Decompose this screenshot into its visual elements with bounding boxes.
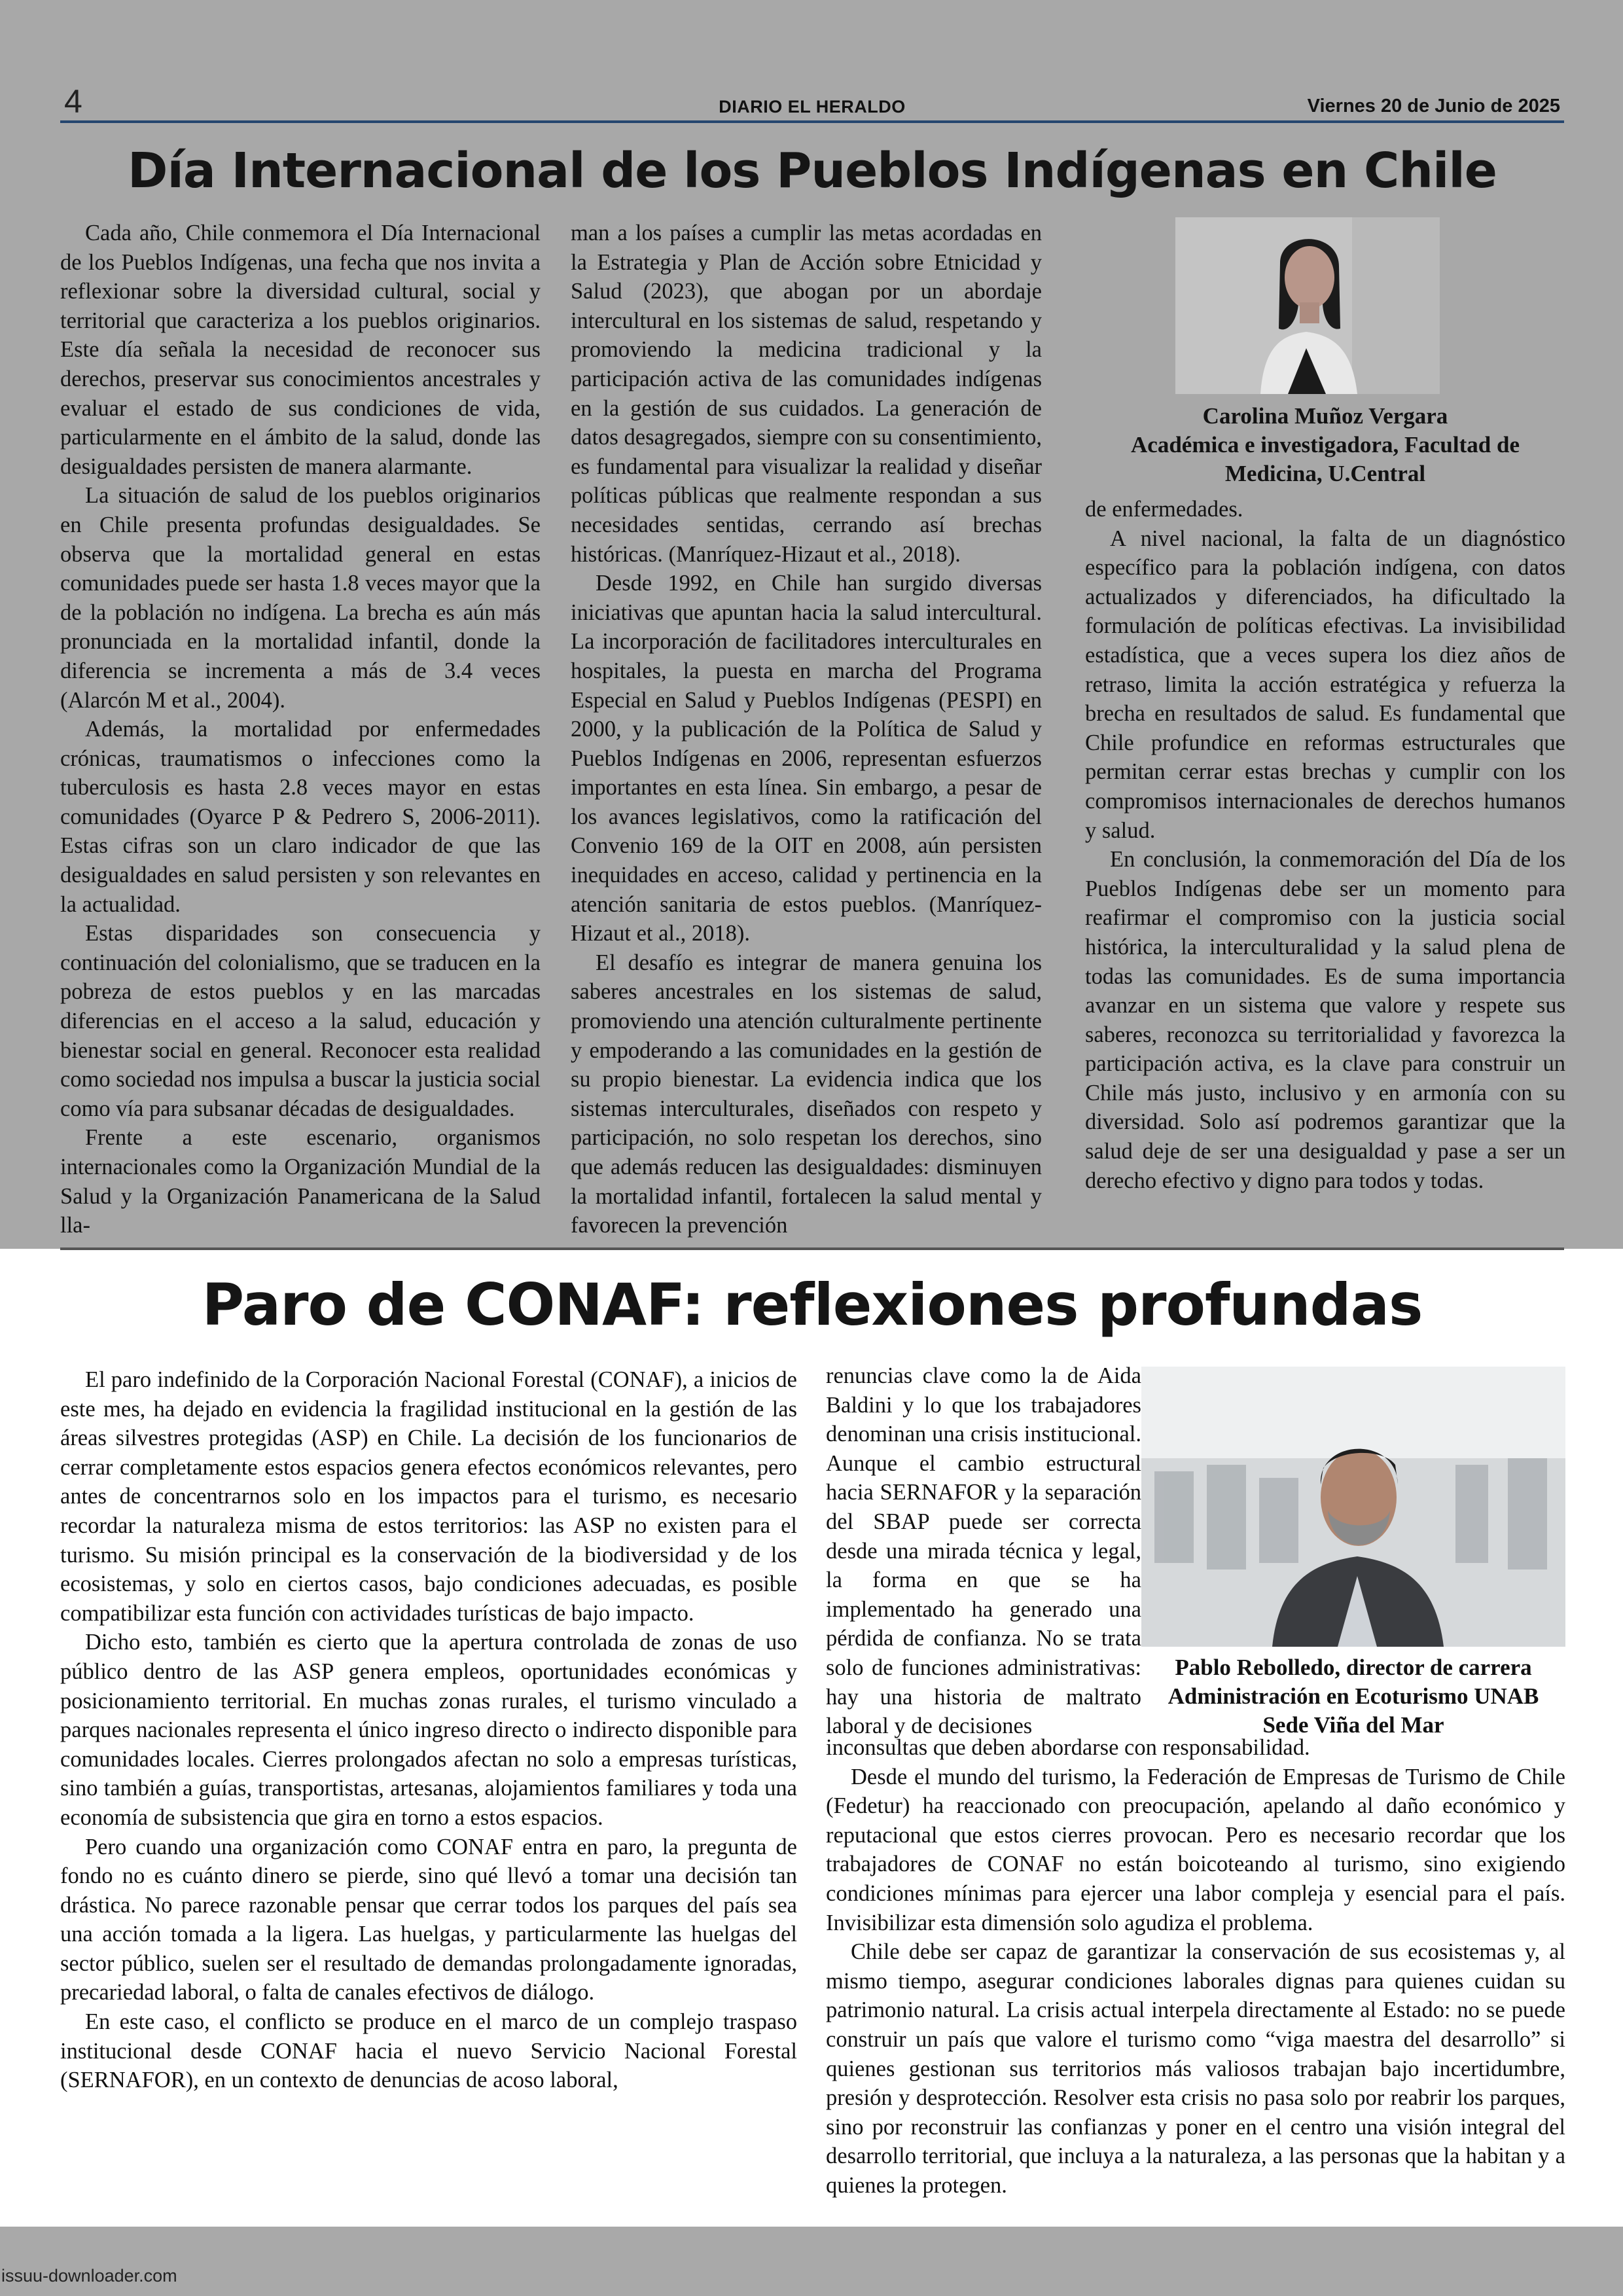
paragraph: renuncias clave como la de Aida Baldini y lo que los trabajadores denominan una crisis institucional. Aunque el cambio estructural hacia SERNAFOR y la separación del SBAP puede ser correcta desde una mirada técnica y legal, la forma en que se ha implementado ha generado una pérdida de confianza. No se trata solo de funciones administrativas: hay una historia de maltrato laboral y de decisiones [826,1363,1141,1739]
page-number: 4 [64,83,82,120]
source-watermark[interactable]: issuu-downloader.com [1,2266,177,2286]
article-1-title: Día Internacional de los Pueblos Indígenas en Chile [128,143,1497,199]
paragraph: Chile debe ser capaz de garantizar la conservación de sus ecosistemas y, al mismo tiempo, asegurar condiciones laborales dignas para quienes cuidan su patrimonio natural. La crisis actual interpela directamente al Estado: no se puede construir un país que valore el turismo como “viga maestra del desarrollo” si quienes gestionan sus territorios más valiosos trabajan bajo incertidumbre, presión y desprotección. Resolver esta crisis no pasa solo por reabrir los parques, sino por reconstruir las confianzas y poner en el centro una visión integral del desarrollo territorial, que incluya a la naturaleza, a las personas que la habitan y a quienes la protegen. [826,1939,1565,2198]
author-photo-carolina [1175,217,1440,394]
paragraph: Cada año, Chile conmemora el Día Internacional de los Pueblos Indígenas, una fecha que nos invita a reflexionar sobre la diversidad cultural, social y territorial que caracteriza a los pueblos originarios. Este día señala la necesidad de reconocer sus derechos, preservar sus conocimientos ancestrales y evaluar el estado de sus condiciones de vida, particularmente en el ámbito de la salud, donde las desigualdades persisten de manera alarmante. [60,221,541,479]
author-affiliation: Administración en Ecoturismo UNAB [1168,1683,1539,1709]
section-divider [60,1247,1564,1250]
author-name: Pablo Rebolledo, director de carrera [1175,1655,1532,1680]
footer-band [0,2227,1623,2296]
article-2-column-2 [826,1733,1565,2200]
article-2-column-1 [60,1365,797,2095]
article-2-column-2-wrap [826,1361,1141,1741]
author-affiliation: Académica e investigadora, Facultad de Medicina, U.Central [1131,432,1520,486]
page-header [60,82,1564,124]
article-2-author-caption [1141,1653,1565,1740]
paragraph: La situación de salud de los pueblos originarios en Chile presenta profundas desigualdades. Se observa que la mortalidad general en estas comunidades puede ser hasta 1.8 veces mayor que la de la población no indígena. La brecha es aún más pronunciada en la mortalidad infantil, donde la diferencia se incrementa a más de 3.4 veces (Alarcón M et al., 2004). [60,483,541,713]
paragraph: de enfermedades. [1085,497,1243,522]
paragraph: Pero cuando una organización como CONAF entra en paro, la pregunta de fondo no es cuánto dinero se pierde, sino qué llevó a tomar una decisión tan drástica. No parece razonable pensar que cerrar todos los parques del país sea una acción tomada a la ligera. Las huelgas, y particularmente las huelgas del sector público, suelen ser el resultado de demandas prolongadamente ignoradas, precariedad laboral, o falta de canales efectivos de diálogo. [60,1834,797,2005]
paragraph: En conclusión, la conmemoración del Día de los Pueblos Indígenas debe ser un momento para reafirmar el compromiso con la justicia social histórica, la interculturalidad y la salud plena de todas las comunidades. Es de suma importancia avanzar en un sistema que valore y respete sus saberes, reconozca su territorialidad y favorezca la participación activa, es la clave para construir un Chile más justo, inclusivo y en armonía con su diversidad. Solo así podremos garantizar que la salud deje de ser una desigualdad y pase a ser un derecho efectivo y digno para todos y todas. [1085,847,1565,1193]
article-1-column-2 [571,219,1042,1240]
paragraph: Estas disparidades son consecuencia y continuación del colonialismo, que se traducen en la pobreza de estos pueblos y en las marcadas diferencias en el acceso a la salud, educación y bienestar social en general. Reconocer esta realidad como sociedad nos impulsa a buscar la justicia social como vía para subsanar décadas de desigualdades. [60,921,541,1121]
author-name: Carolina Muñoz Vergara [1202,403,1448,429]
paragraph: Dicho esto, también es cierto que la apertura controlada de zonas de uso público dentro de las ASP genera empleos, oportunidades económicas y posicionamiento territorial. En muchas zonas rurales, el turismo vinculado a parques nacionales representa el único ingreso directo o indirecto disponible para comunidades locales. Cierres prolongados afectan no solo a empresas turísticas, sino también a guías, transportistas, artesanas, alojamientos familiares y toda una economía de subsistencia que gira en torno a estos espacios. [60,1630,797,1830]
paragraph: El desafío es integrar de manera genuina los saberes ancestrales en los sistemas de salud, promoviendo una atención culturalmente pertinente y empoderando a las comunidades en la gestión de su propio bienestar. La evidencia indica que los sistemas interculturales, diseñados con respeto y participación, no solo respetan los derechos, sino que además reducen las desigualdades: disminuyen la mortalidad infantil, fortalecen la salud mental y favorecen la prevención [571,950,1042,1238]
article-1-author-caption [1085,402,1565,488]
article-2-title: Paro de CONAF: reflexiones profundas [202,1271,1423,1338]
article-1-column-3 [1085,495,1565,1195]
author-campus: Sede Viña del Mar [1262,1712,1444,1738]
paragraph: Frente a este escenario, organismos internacionales como la Organización Mundial de la Salud y la Organización Panamericana de la Salud lla- [60,1125,541,1238]
issue-date: Viernes 20 de Junio de 2025 [1307,96,1560,117]
paragraph: Desde 1992, en Chile han surgido diversas iniciativas que apuntan hacia la salud intercultural. La incorporación de facilitadores interculturales en hospitales, la puesta en marcha del Programa Especial en Salud y Pueblos Indígenas (PESPI) en 2000, y la publicación de la Política de Salud y Pueblos Indígenas en 2006, representan esfuerzos importantes en esta línea. Sin embargo, a pesar de los avances legislativos, como la ratificación del Convenio 169 de la OIT en 2008, aún persisten inequidades en acceso, calidad y pertinencia en la atención sanitaria de estos pueblos. (Manríquez-Hizaut et al., 2018). [571,571,1042,946]
paragraph: En este caso, el conflicto se produce en el marco de un complejo traspaso institucional desde CONAF hacia el nuevo Servicio Nacional Forestal (SERNAFOR), en un contexto de denuncias de acoso laboral, [60,2009,797,2093]
portrait-man-icon [1141,1367,1565,1647]
paragraph: Desde el mundo del turismo, la Federación de Empresas de Turismo de Chile (Fedetur) ha reaccionado con preocupación, apelando al daño económico y reputacional que estos cierres provocan. Pero es necesario recordar que los trabajadores de CONAF no están boicoteando al turismo, sino exigiendo condiciones mínimas para ejercer una labor compleja y esencial para el país. Invisibilizar esta dimensión solo agudiza el problema. [826,1764,1565,1935]
paragraph: Además, la mortalidad por enfermedades crónicas, traumatismos o infecciones como la tuberculosis es hasta 2.8 veces mayor en estas comunidades (Oyarce P & Pedrero S, 2006-2011). Estas cifras son un claro indicador de que las desigualdades en salud persisten y son relevantes en la actualidad. [60,717,541,917]
paragraph: inconsultas que deben abordarse con responsabilidad. [826,1735,1310,1760]
newspaper-name: DIARIO EL HERALDO [719,97,906,117]
portrait-woman-icon [1175,217,1440,394]
paragraph: man a los países a cumplir las metas acordadas en la Estrategia y Plan de Acción sobre Etnicidad y Salud (2023), que abogan por un abordaje intercultural en los sistemas de salud, respetando y promoviendo la medicina tradicional y la participación activa de las comunidades indígenas en la gestión de sus cuidados. La generación de datos desagregados, siempre con su consentimiento, es fundamental para visualizar la realidad y diseñar políticas públicas que realmente respondan a sus necesidades sentidas, cerrando así brechas históricas. (Manríquez-Hizaut et al., 2018). [571,221,1042,567]
paragraph: El paro indefinido de la Corporación Nacional Forestal (CONAF), a inicios de este mes, ha dejado en evidencia la fragilidad institucional en la gestión de las áreas silvestres protegidas (ASP) en Chile. La decisión de los funcionarios de cerrar completamente estos espacios genera efectos económicos relevantes, pero antes de concentrarnos solo en los impactos para el turismo, es necesario recordar la naturaleza misma de estos territorios: las ASP no existen para el turismo. Su misión principal es la conservación de la biodiversidad y de los ecosistemas, y solo en ciertos casos, bajo condiciones adecuadas, es posible compatibilizar esta función con actividades turísticas de bajo impacto. [60,1367,797,1626]
author-photo-pablo [1141,1367,1565,1647]
header-rule [60,120,1564,123]
paragraph: A nivel nacional, la falta de un diagnóstico específico para la población indígena, con datos actualizados y diferenciados, ha dificultado la formulación de políticas efectivas. La invisibilidad estadística, que a veces supera los diez años de retraso, limita la acción estratégica y refuerza la brecha en resultados de salud. Es fundamental que Chile profundice en reformas estructurales que permitan cerrar estas brechas y cumplir con los compromisos internacionales de derechos humanos y salud. [1085,526,1565,843]
article-1-column-1 [60,219,541,1240]
